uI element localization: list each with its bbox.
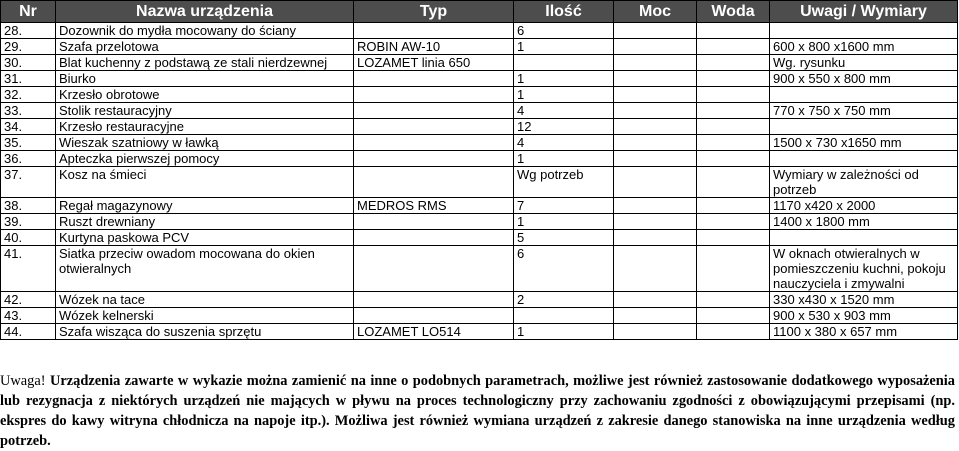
- cell-moc: [614, 119, 697, 135]
- cell-ilosc: 1: [514, 324, 614, 340]
- cell-nazwa: Stolik restauracyjny: [56, 103, 354, 119]
- header-nazwa: Nazwa urządzenia: [56, 1, 354, 23]
- cell-nazwa: Wieszak szatniowy w ławką: [56, 135, 354, 151]
- cell-moc: [614, 167, 697, 198]
- table-row: [1, 292, 958, 308]
- cell-ilosc: 6: [514, 246, 614, 292]
- cell-nr: 43.: [1, 308, 56, 324]
- table-body: [1, 23, 958, 340]
- table-row: [1, 167, 958, 198]
- cell-woda: [697, 103, 770, 119]
- cell-moc: [614, 135, 697, 151]
- table-row: [1, 151, 958, 167]
- cell-woda: [697, 23, 770, 39]
- header-moc: Moc: [614, 1, 697, 23]
- cell-moc: [614, 23, 697, 39]
- cell-moc: [614, 214, 697, 230]
- cell-nazwa: Szafa wisząca do suszenia sprzętu: [56, 324, 354, 340]
- cell-typ: [354, 167, 514, 198]
- cell-moc: [614, 39, 697, 55]
- cell-nr: 29.: [1, 39, 56, 55]
- cell-woda: [697, 308, 770, 324]
- table-row: [1, 214, 958, 230]
- cell-nazwa: Blat kuchenny z podstawą ze stali nierdzewnej: [56, 55, 354, 71]
- table-row: [1, 87, 958, 103]
- cell-nr: 30.: [1, 55, 56, 71]
- cell-woda: [697, 71, 770, 87]
- cell-nazwa: Kurtyna paskowa PCV: [56, 230, 354, 246]
- cell-nr: 40.: [1, 230, 56, 246]
- cell-nr: 35.: [1, 135, 56, 151]
- cell-nr: 42.: [1, 292, 56, 308]
- cell-ilosc: 12: [514, 119, 614, 135]
- cell-uwagi: 1500 x 730 x1650 mm: [770, 135, 958, 151]
- cell-uwagi: 330 x430 x 1520 mm: [770, 292, 958, 308]
- table-row: [1, 246, 958, 292]
- cell-woda: [697, 230, 770, 246]
- cell-nazwa: Wózek na tace: [56, 292, 354, 308]
- cell-nazwa: Siatka przeciw owadom mocowana do okien otwieralnych: [56, 246, 354, 292]
- cell-uwagi: [770, 23, 958, 39]
- cell-woda: [697, 87, 770, 103]
- cell-woda: [697, 151, 770, 167]
- cell-uwagi: W oknach otwieralnych w pomieszczeniu kuchni, pokoju nauczyciela i zmywalni: [770, 246, 958, 292]
- cell-ilosc: 7: [514, 198, 614, 214]
- cell-uwagi: 900 x 530 x 903 mm: [770, 308, 958, 324]
- table-row: [1, 198, 958, 214]
- cell-typ: [354, 246, 514, 292]
- cell-nr: 39.: [1, 214, 56, 230]
- cell-nr: 31.: [1, 71, 56, 87]
- cell-typ: ROBIN AW-10: [354, 39, 514, 55]
- cell-typ: [354, 230, 514, 246]
- cell-ilosc: 6: [514, 23, 614, 39]
- cell-nazwa: Regał magazynowy: [56, 198, 354, 214]
- table-row: [1, 308, 958, 324]
- cell-nazwa: Szafa przelotowa: [56, 39, 354, 55]
- cell-uwagi: 1170 x420 x 2000: [770, 198, 958, 214]
- cell-uwagi: 1400 x 1800 mm: [770, 214, 958, 230]
- cell-nazwa: Krzesło restauracyjne: [56, 119, 354, 135]
- cell-ilosc: [514, 308, 614, 324]
- cell-typ: LOZAMET linia 650: [354, 55, 514, 71]
- cell-typ: [354, 135, 514, 151]
- cell-ilosc: 1: [514, 71, 614, 87]
- cell-nr: 44.: [1, 324, 56, 340]
- cell-uwagi: [770, 230, 958, 246]
- cell-ilosc: 5: [514, 230, 614, 246]
- cell-typ: [354, 308, 514, 324]
- cell-moc: [614, 55, 697, 71]
- cell-moc: [614, 151, 697, 167]
- table-row: [1, 39, 958, 55]
- cell-moc: [614, 292, 697, 308]
- table-row: [1, 324, 958, 340]
- cell-nr: 32.: [1, 87, 56, 103]
- cell-woda: [697, 324, 770, 340]
- cell-ilosc: Wg potrzeb: [514, 167, 614, 198]
- cell-ilosc: 1: [514, 87, 614, 103]
- note-paragraph: [0, 371, 955, 451]
- note-text: Urządzenia zawarte w wykazie można zamienić na inne o podobnych parametrach, możliwe jest również zastosowanie dodatkowego wyposażenia lub rezygnacja z niektórych urządzeń nie mających w pływu na proces technologiczny przy zachowaniu zgodności z obowiązującymi przepisami (np. ekspres do kawy witryna chłodnicza na napoje itp.). Możliwa jest również wymiana urządzeń z zakresie danego stanowiska na inne urządzenia według potrzeb.: [0, 373, 955, 450]
- table-row: [1, 55, 958, 71]
- cell-typ: MEDROS RMS: [354, 198, 514, 214]
- cell-typ: [354, 119, 514, 135]
- cell-nazwa: Apteczka pierwszej pomocy: [56, 151, 354, 167]
- cell-typ: [354, 23, 514, 39]
- cell-typ: [354, 103, 514, 119]
- cell-nazwa: Kosz na śmieci: [56, 167, 354, 198]
- cell-moc: [614, 71, 697, 87]
- table-row: [1, 119, 958, 135]
- cell-typ: [354, 214, 514, 230]
- table-row: [1, 71, 958, 87]
- cell-woda: [697, 167, 770, 198]
- cell-moc: [614, 230, 697, 246]
- cell-moc: [614, 324, 697, 340]
- cell-nr: 28.: [1, 23, 56, 39]
- header-woda: Woda: [697, 1, 770, 23]
- table-row: [1, 230, 958, 246]
- table-row: [1, 135, 958, 151]
- cell-nr: 34.: [1, 119, 56, 135]
- cell-woda: [697, 292, 770, 308]
- header-nr: Nr: [1, 1, 56, 23]
- cell-nr: 41.: [1, 246, 56, 292]
- cell-woda: [697, 246, 770, 292]
- cell-nazwa: Krzesło obrotowe: [56, 87, 354, 103]
- cell-typ: [354, 71, 514, 87]
- cell-woda: [697, 55, 770, 71]
- cell-ilosc: 4: [514, 135, 614, 151]
- cell-woda: [697, 39, 770, 55]
- header-typ: Typ: [354, 1, 514, 23]
- note-label: Uwaga!: [0, 373, 46, 390]
- cell-uwagi: 770 x 750 x 750 mm: [770, 103, 958, 119]
- cell-typ: LOZAMET LO514: [354, 324, 514, 340]
- header-ilosc: Ilość: [514, 1, 614, 23]
- cell-moc: [614, 87, 697, 103]
- cell-moc: [614, 308, 697, 324]
- cell-woda: [697, 119, 770, 135]
- cell-moc: [614, 103, 697, 119]
- table-header: [1, 1, 958, 23]
- cell-nazwa: Biurko: [56, 71, 354, 87]
- header-row: [1, 1, 958, 23]
- cell-uwagi: Wymiary w zależności od potrzeb: [770, 167, 958, 198]
- cell-woda: [697, 198, 770, 214]
- table-row: [1, 23, 958, 39]
- cell-ilosc: [514, 55, 614, 71]
- cell-uwagi: 900 x 550 x 800 mm: [770, 71, 958, 87]
- cell-ilosc: 2: [514, 292, 614, 308]
- cell-uwagi: Wg. rysunku: [770, 55, 958, 71]
- cell-moc: [614, 198, 697, 214]
- cell-ilosc: 1: [514, 214, 614, 230]
- header-uwagi: Uwagi / Wymiary: [770, 1, 958, 23]
- cell-nr: 36.: [1, 151, 56, 167]
- cell-ilosc: 1: [514, 151, 614, 167]
- cell-moc: [614, 246, 697, 292]
- cell-uwagi: 1100 x 380 x 657 mm: [770, 324, 958, 340]
- cell-ilosc: 4: [514, 103, 614, 119]
- cell-uwagi: 600 x 800 x1600 mm: [770, 39, 958, 55]
- cell-nazwa: Wózek kelnerski: [56, 308, 354, 324]
- cell-typ: [354, 151, 514, 167]
- cell-woda: [697, 135, 770, 151]
- cell-uwagi: [770, 119, 958, 135]
- cell-nazwa: Ruszt drewniany: [56, 214, 354, 230]
- table-row: [1, 103, 958, 119]
- cell-uwagi: [770, 151, 958, 167]
- cell-ilosc: 1: [514, 39, 614, 55]
- cell-typ: [354, 292, 514, 308]
- cell-uwagi: [770, 87, 958, 103]
- cell-nr: 37.: [1, 167, 56, 198]
- cell-woda: [697, 214, 770, 230]
- cell-nr: 38.: [1, 198, 56, 214]
- cell-nr: 33.: [1, 103, 56, 119]
- cell-typ: [354, 87, 514, 103]
- cell-nazwa: Dozownik do mydła mocowany do ściany: [56, 23, 354, 39]
